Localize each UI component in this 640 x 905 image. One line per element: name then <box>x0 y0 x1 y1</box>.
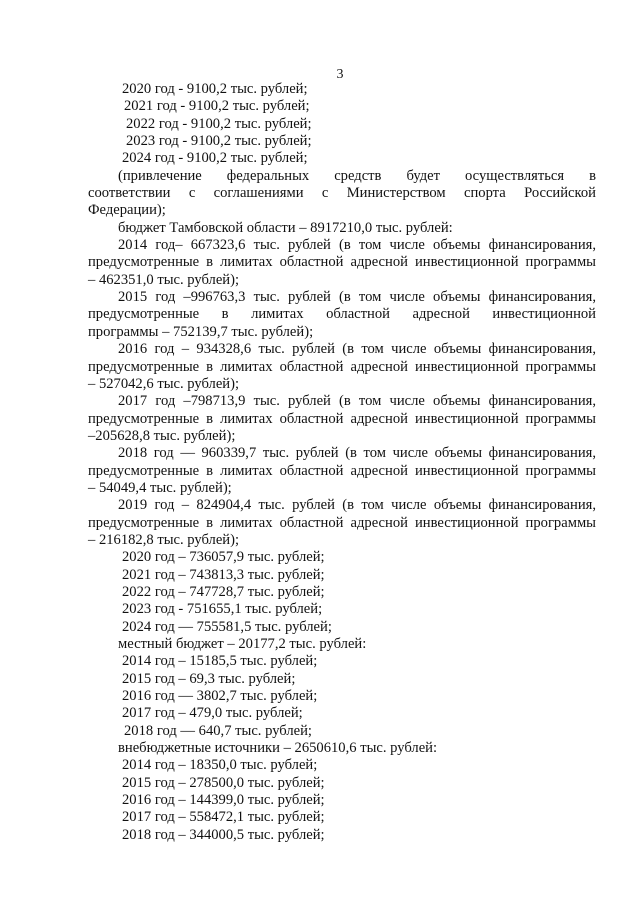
text-line: 2022 год - 9100,2 тыс. рублей; <box>126 115 312 132</box>
text-line: (привлечение федеральных средств будет осуществляться в <box>118 167 596 184</box>
text-line: – 216182,8 тыс. рублей); <box>88 531 240 548</box>
page-number: 3 <box>336 67 344 82</box>
text-line: 2020 год – 736057,9 тыс. рублей; <box>122 549 325 566</box>
text-line: 2024 год - 9100,2 тыс. рублей; <box>122 150 308 167</box>
text-line: бюджет Тамбовской области – 8917210,0 тыс. рублей: <box>118 219 453 236</box>
text-line: Федерации); <box>88 202 166 219</box>
text-line: 2019 год – 824904,4 тыс. рублей (в том числе объемы финансирования, <box>118 497 596 514</box>
text-line: 2021 год - 9100,2 тыс. рублей; <box>124 98 310 115</box>
text-line: программы – 752139,7 тыс. рублей); <box>88 323 314 340</box>
text-line: предусмотренные в лимитах областной адресной инвестиционной программы <box>88 462 596 479</box>
text-line: – 527042,6 тыс. рублей); <box>88 375 240 392</box>
text-line: 2022 год – 747728,7 тыс. рублей; <box>122 583 325 600</box>
text-line: 2021 год – 743813,3 тыс. рублей; <box>122 566 325 583</box>
text-line: 2016 год – 934328,6 тыс. рублей (в том числе объемы финансирования, <box>118 341 596 358</box>
text-line: 2020 год - 9100,2 тыс. рублей; <box>122 81 308 97</box>
text-line: 2015 год – 278500,0 тыс. рублей; <box>122 774 325 791</box>
text-line: предусмотренные в лимитах областной адресной инвестиционной программы <box>88 358 596 375</box>
text-line: –205628,8 тыс. рублей); <box>88 427 236 444</box>
text-line: 2016 год – 144399,0 тыс. рублей; <box>122 792 325 809</box>
text-line: 2014 год – 15185,5 тыс. рублей; <box>122 653 318 670</box>
text-line: соответствии с соглашениями с Министерством спорта Российской <box>88 185 596 202</box>
text-line: 2018 год – 344000,5 тыс. рублей; <box>122 826 325 843</box>
text-line: предусмотренные в лимитах областной адресной инвестиционной программы <box>88 254 596 271</box>
text-line: местный бюджет – 20177,2 тыс. рублей: <box>118 636 367 652</box>
text-line: 2018 год — 640,7 тыс. рублей; <box>124 722 312 739</box>
text-line: 2017 год – 479,0 тыс. рублей; <box>122 705 303 722</box>
document-body <box>88 81 596 844</box>
text-line: – 54049,4 тыс. рублей); <box>88 479 232 496</box>
text-line: предусмотренные в лимитах областной адресной инвестиционной программы <box>88 410 596 427</box>
text-line: 2017 год – 558472,1 тыс. рублей; <box>122 809 325 826</box>
text-line: 2015 год – 69,3 тыс. рублей; <box>122 670 296 687</box>
text-line: внебюджетные источники – 2650610,6 тыс. рублей: <box>118 740 438 757</box>
text-line: 2014 год– 667323,6 тыс. рублей (в том числе объемы финансирования, <box>118 237 596 254</box>
text-line: 2024 год — 755581,5 тыс. рублей; <box>122 618 332 635</box>
text-line: 2015 год –996763,3 тыс. рублей (в том числе объемы финансирования, <box>118 289 596 306</box>
text-line: 2018 год — 960339,7 тыс. рублей (в том числе объемы финансирования, <box>118 445 596 462</box>
text-line: 2017 год –798713,9 тыс. рублей (в том числе объемы финансирования, <box>118 393 596 410</box>
text-line: предусмотренные в лимитах областной адресной инвестиционной <box>88 306 596 323</box>
text-line: 2016 год — 3802,7 тыс. рублей; <box>122 688 318 705</box>
text-line: предусмотренные в лимитах областной адресной инвестиционной программы <box>88 514 596 531</box>
text-line: – 462351,0 тыс. рублей); <box>88 271 240 288</box>
text-line: 2014 год – 18350,0 тыс. рублей; <box>122 757 318 774</box>
text-line: 2023 год - 751655,1 тыс. рублей; <box>122 601 323 618</box>
text-line: 2023 год - 9100,2 тыс. рублей; <box>126 133 312 150</box>
